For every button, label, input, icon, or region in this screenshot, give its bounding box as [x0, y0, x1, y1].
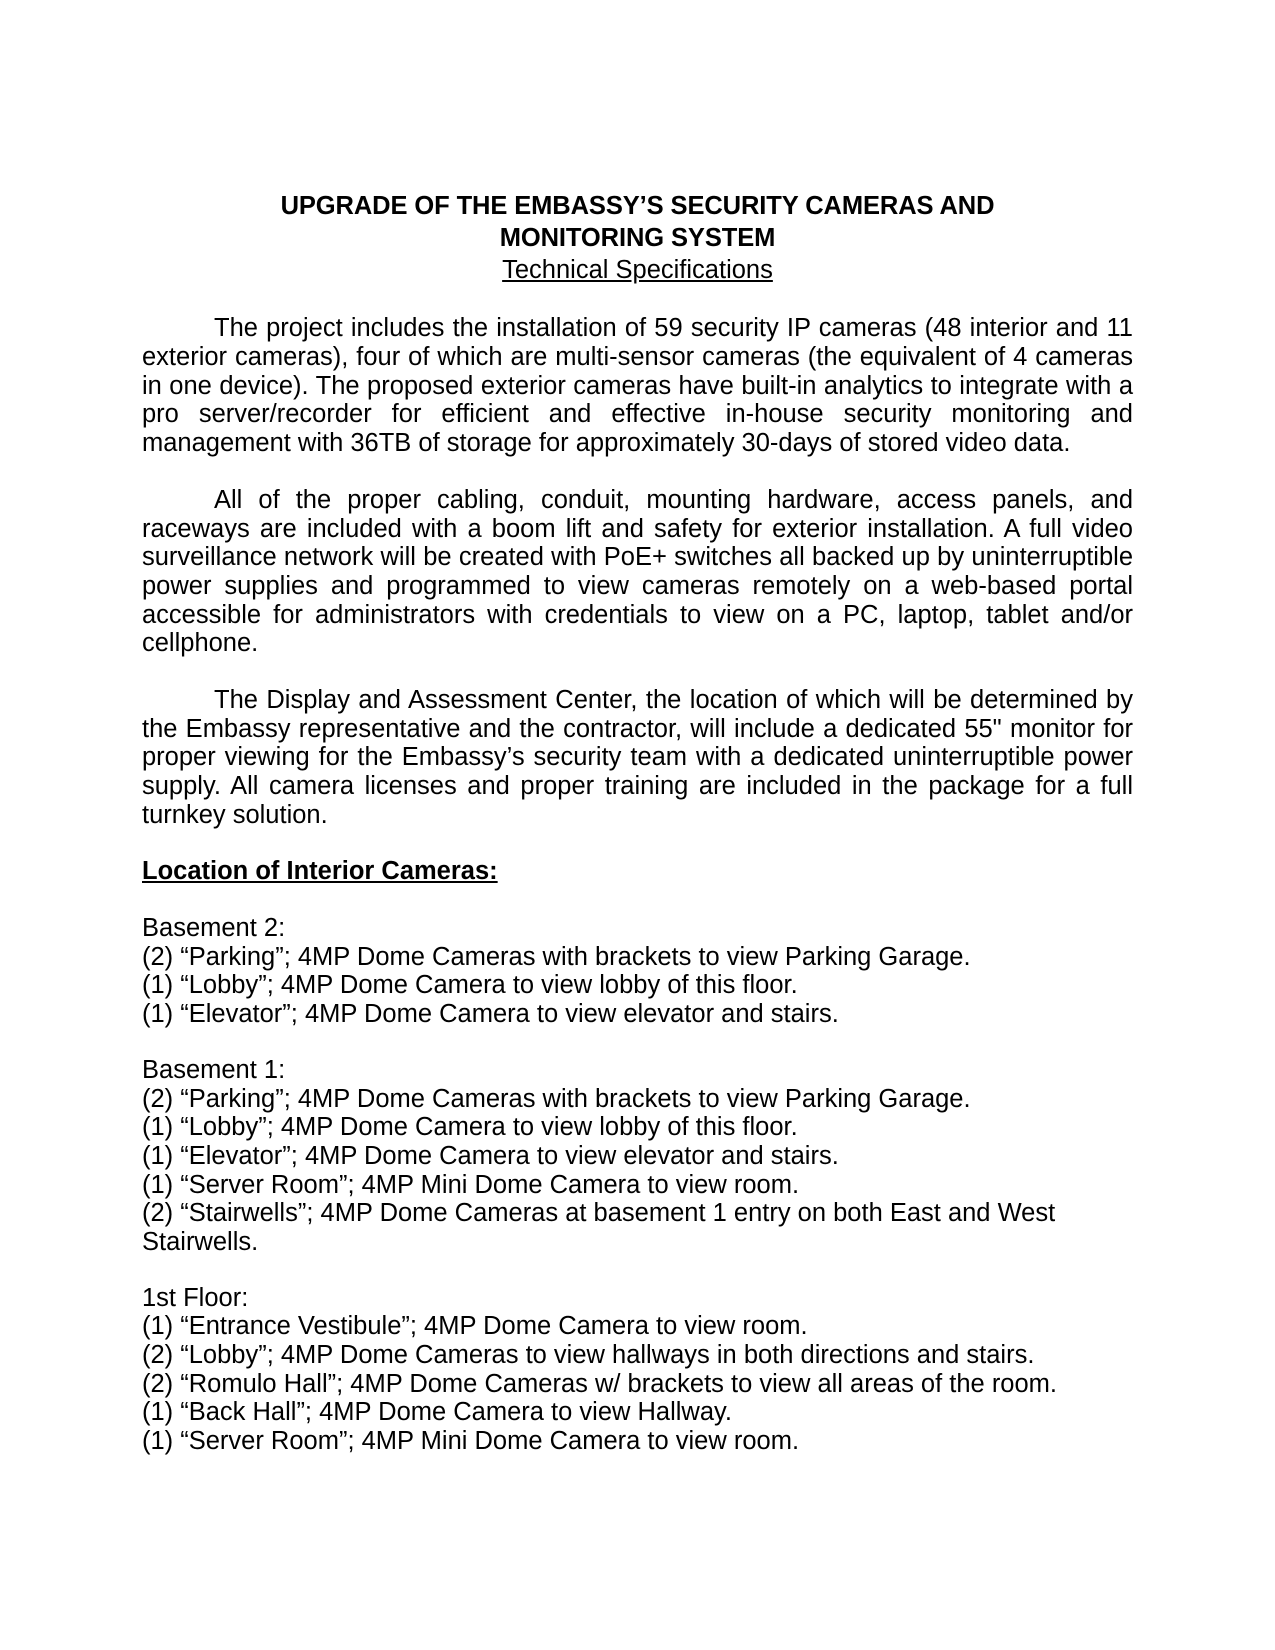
section-heading-interior-cameras: [142, 857, 1133, 886]
camera-line: (2) “Stairwells”; 4MP Dome Cameras at basement 1 entry on both East and West Stairwells.: [142, 1199, 1056, 1256]
spacer-after-basement-2: [142, 1029, 1133, 1056]
page-title-line-1: UPGRADE OF THE EMBASSY’S SECURITY CAMERAS AND: [280, 192, 995, 220]
spacer-after-paragraph-1: [142, 458, 1133, 486]
floor-title: Basement 1:: [142, 1055, 286, 1084]
camera-line: (2) “Lobby”; 4MP Dome Cameras to view hallways in both directions and stairs.: [142, 1341, 1035, 1369]
document-body: [142, 190, 1133, 1456]
paragraph-cabling-network: All of the proper cabling, conduit, mounting hardware, access panels, and raceways are included with a boom lift and safety for exterior installation. A full video surveillance network will be created with PoE+ switches all backed up by uninterruptible power supplies and programmed to view cameras remotely on a web-based portal accessible for administrators with credentials to view on a PC, laptop, tablet and/or cellphone.: [142, 485, 1133, 658]
camera-line: (1) “Server Room”; 4MP Mini Dome Camera to view room.: [142, 1170, 800, 1199]
camera-line: (2) “Parking”; 4MP Dome Cameras with brackets to view Parking Garage.: [142, 1084, 971, 1113]
camera-line: (1) “Entrance Vestibule”; 4MP Dome Camera to view room.: [142, 1312, 808, 1341]
spacer-after-paragraph-2: [142, 658, 1133, 686]
floor-group-basement-1: [142, 1056, 1133, 1257]
paragraph-display-center: The Display and Assessment Center, the location of which will be determined by the Embassy representative and the contractor, will include a dedicated 55" monitor for proper viewing for the Embassy’s security team with a dedicated uninterruptible power supply. All camera licenses and proper training are included in the package for a full turnkey solution.: [142, 685, 1133, 829]
floor-title: Basement 2:: [142, 914, 286, 943]
floor-group-basement-2: [142, 914, 1133, 1029]
camera-line: (1) “Lobby”; 4MP Dome Camera to view lobby of this floor.: [142, 1113, 798, 1142]
camera-line: (2) “Romulo Hall”; 4MP Dome Cameras w/ brackets to view all areas of the room.: [142, 1369, 1057, 1398]
spacer-after-paragraph-3: [142, 829, 1133, 857]
spacer-after-title: [142, 286, 1133, 314]
camera-line: (1) “Server Room”; 4MP Mini Dome Camera to view room.: [142, 1427, 800, 1456]
document-title-block: [142, 190, 1133, 286]
floor-group-1st-floor: [142, 1284, 1133, 1456]
camera-line: (1) “Back Hall”; 4MP Dome Camera to view Hallway.: [142, 1398, 732, 1427]
spacer-after-section-heading: [142, 886, 1133, 914]
spacer-after-basement-1: [142, 1257, 1133, 1284]
camera-line: (1) “Elevator”; 4MP Dome Camera to view elevator and stairs.: [142, 1000, 839, 1029]
camera-line: (1) “Lobby”; 4MP Dome Camera to view lobby of this floor.: [142, 971, 798, 1000]
camera-line: (2) “Parking”; 4MP Dome Cameras with brackets to view Parking Garage.: [142, 942, 971, 971]
floor-title: 1st Floor:: [142, 1283, 249, 1312]
page-subtitle-text: Technical Specifications: [502, 256, 773, 285]
section-heading-text: Location of Interior Cameras:: [142, 857, 498, 886]
paragraph-project-scope: The project includes the installation of 59 security IP cameras (48 interior and 11 exterior cameras), four of which are multi-sensor cameras (the equivalent of 4 cameras in one device). The proposed exterior cameras have built-in analytics to integrate with a pro server/recorder for efficient and effective in-house security monitoring and management with 36TB of storage for approximately 30-days of stored video data.: [142, 314, 1133, 458]
page-title-line-2: MONITORING SYSTEM: [499, 224, 776, 253]
page-subtitle: [142, 254, 1133, 286]
camera-line: (1) “Elevator”; 4MP Dome Camera to view elevator and stairs.: [142, 1141, 839, 1170]
